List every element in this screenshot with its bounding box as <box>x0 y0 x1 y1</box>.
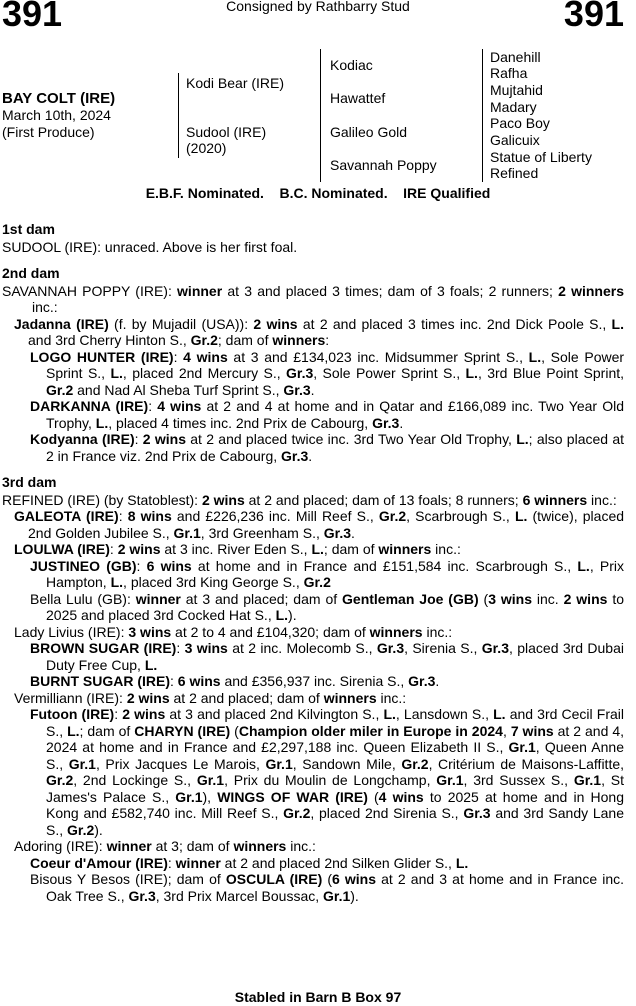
stabling-footer: Stabled in Barn B Box 97 <box>234 989 402 1005</box>
pedigree-paragraph: SUDOOL (IRE): unraced. Above is her first foal. <box>2 238 298 255</box>
catalogue-body <box>2 221 624 904</box>
pedigree-sire-dam: Hawattef <box>330 90 386 106</box>
pedigree-sire-sire: Kodiac <box>330 57 373 73</box>
status-line: E.B.F. Nominated. B.C. Nominated. IRE Qualified <box>145 185 491 201</box>
pedigree-paragraph: SAVANNAH POPPY (IRE): winner at 3 and placed 3 times; dam of 3 foals; 2 runners; 2 winners inc.: <box>2 282 624 315</box>
pedigree-divider-1 <box>178 73 179 158</box>
pedigree-divider-2 <box>320 49 321 182</box>
pedigree-dam-sire: Galileo Gold <box>330 124 408 140</box>
pedigree-dam-dam: Savannah Poppy <box>330 157 437 173</box>
pedigree-dam: Sudool (IRE) <box>186 124 267 140</box>
pedigree-paragraph: Lady Livius (IRE): 3 wins at 2 to 4 and £104,320; dam of winners inc.: <box>14 623 453 640</box>
produce-note: (First Produce) <box>2 124 95 140</box>
pedigree-gen4-1: Danehill <box>490 49 541 65</box>
pedigree-paragraph: Coeur d'Amour (IRE): winner at 2 and placed 2nd Silken Glider S., L. <box>30 854 469 871</box>
pedigree-gen4-3: Mujtahid <box>490 82 543 98</box>
pedigree-paragraph: GALEOTA (IRE): 8 wins and £226,236 inc. Mill Reef S., Gr.2, Scarbrough S., L. (twice), placed 2nd Golden Jubilee S., Gr.1, 3rd Greenham S., Gr.3. <box>14 508 625 541</box>
foaling-date: March 10th, 2024 <box>2 107 111 123</box>
pedigree-paragraph: LOGO HUNTER (IRE): 4 wins at 3 and £134,023 inc. Midsummer Sprint S., L., Sole Power Sprint S., L., placed 2nd Mercury S., Gr.3, Sole Power Sprint S., L., 3rd Blue Point Sprint, Gr.2 and Nad Al Sheba Turf Sprint S., Gr.3. <box>30 348 625 398</box>
pedigree-gen4-8: Refined <box>490 165 539 181</box>
pedigree-paragraph: JUSTINEO (GB): 6 wins at home and in France and £151,584 inc. Scarbrough S., L., Prix Hampton, L., placed 3rd King George S., Gr.2 <box>30 557 625 590</box>
pedigree-sire: Kodi Bear (IRE) <box>186 75 285 91</box>
lot-number-right: 391 <box>563 0 624 34</box>
section-heading: 1st dam <box>2 221 55 237</box>
pedigree-paragraph: Kodyanna (IRE): 2 wins at 2 and placed twice inc. 3rd Two Year Old Trophy, L.; also placed at 2 in France viz. 2nd Prix de Cabourg, Gr.3. <box>30 431 625 464</box>
lot-number: 391 <box>2 0 63 34</box>
pedigree-gen4-2: Rafha <box>490 65 528 81</box>
pedigree-paragraph: Adoring (IRE): winner at 3; dam of winners inc.: <box>14 838 316 854</box>
horse-info <box>2 90 115 141</box>
pedigree-paragraph: Futoon (IRE): 2 wins at 3 and placed 2nd Kilvington S., L., Lansdown S., L. and 3rd Cecil Frail S., L.; dam of CHARYN (IRE) (Champion older miler in Europe in 2024, 7 wins at 2 and 4, 2024 at home and in France and £2,297,188 inc. Queen Elizabeth II S., Gr.1, Queen Anne S., Gr.1, Prix Jacques Le Marois, Gr.1, Sandown Mile, Gr.2, Critérium de Maisons-Laffitte, Gr.2, 2nd Lockinge S., Gr.1, Prix du Moulin de Longchamp, Gr.1, 3rd Sussex S., Gr.1, St James's Palace S., Gr.1), WINGS OF WAR (IRE) (4 wins to 2025 at home and in Hong Kong and £582,740 inc. Mill Reef S., Gr.2, placed 2nd Sirenia S., Gr.3 and 3rd Sandy Lane S., Gr.2). <box>30 706 625 838</box>
pedigree-gen4-5: Paco Boy <box>490 115 550 131</box>
pedigree-paragraph: BROWN SUGAR (IRE): 3 wins at 2 inc. Molecomb S., Gr.3, Sirenia S., Gr.3, placed 3rd Dubai Duty Free Cup, L. <box>30 640 624 673</box>
pedigree-paragraph: REFINED (IRE) (by Statoblest): 2 wins at 2 and placed; dam of 13 foals; 8 runners; 6 winners inc.: <box>2 491 617 508</box>
horse-name: BAY COLT (IRE) <box>2 90 116 107</box>
pedigree-paragraph: DARKANNA (IRE): 4 wins at 2 and 4 at home and in Qatar and £166,089 inc. Two Year Old Trophy, L., placed 4 times inc. 2nd Prix de Cabourg, Gr.3. <box>30 398 624 431</box>
pedigree-paragraph: Jadanna (IRE) (f. by Mujadil (USA)): 2 wins at 2 and placed 3 times inc. 2nd Dick Poole S., L. and 3rd Cherry Hinton S., Gr.2; dam of winners: <box>14 315 624 348</box>
consignor: Consigned by Rathbarry Stud <box>226 0 410 14</box>
pedigree-divider-3 <box>482 49 483 182</box>
section-heading: 2nd dam <box>2 265 60 281</box>
pedigree-paragraph: Bisous Y Besos (IRE); dam of OSCULA (IRE) (6 wins at 2 and 3 at home and in France inc. Oak Tree S., Gr.3, 3rd Prix Marcel Boussac, Gr.1). <box>30 871 625 904</box>
pedigree-gen4-7: Statue of Liberty <box>490 149 592 165</box>
section-heading: 3rd dam <box>2 474 57 490</box>
pedigree-paragraph: BURNT SUGAR (IRE): 6 wins and £356,937 inc. Sirenia S., Gr.3. <box>30 673 440 689</box>
pedigree-dam-year: (2020) <box>186 140 227 156</box>
pedigree-gen4-6: Galicuix <box>490 132 540 148</box>
pedigree-paragraph: LOULWA (IRE): 2 wins at 3 inc. River Eden S., L.; dam of winners inc.: <box>14 541 461 557</box>
pedigree-gen4-4: Madary <box>490 99 537 115</box>
pedigree-paragraph: Vermilliann (IRE): 2 wins at 2 and placed; dam of winners inc.: <box>14 689 407 706</box>
pedigree-paragraph: Bella Lulu (GB): winner at 3 and placed; dam of Gentleman Joe (GB) (3 wins inc. 2 wins to 2025 and placed 3rd Cocked Hat S., L.). <box>30 590 624 623</box>
